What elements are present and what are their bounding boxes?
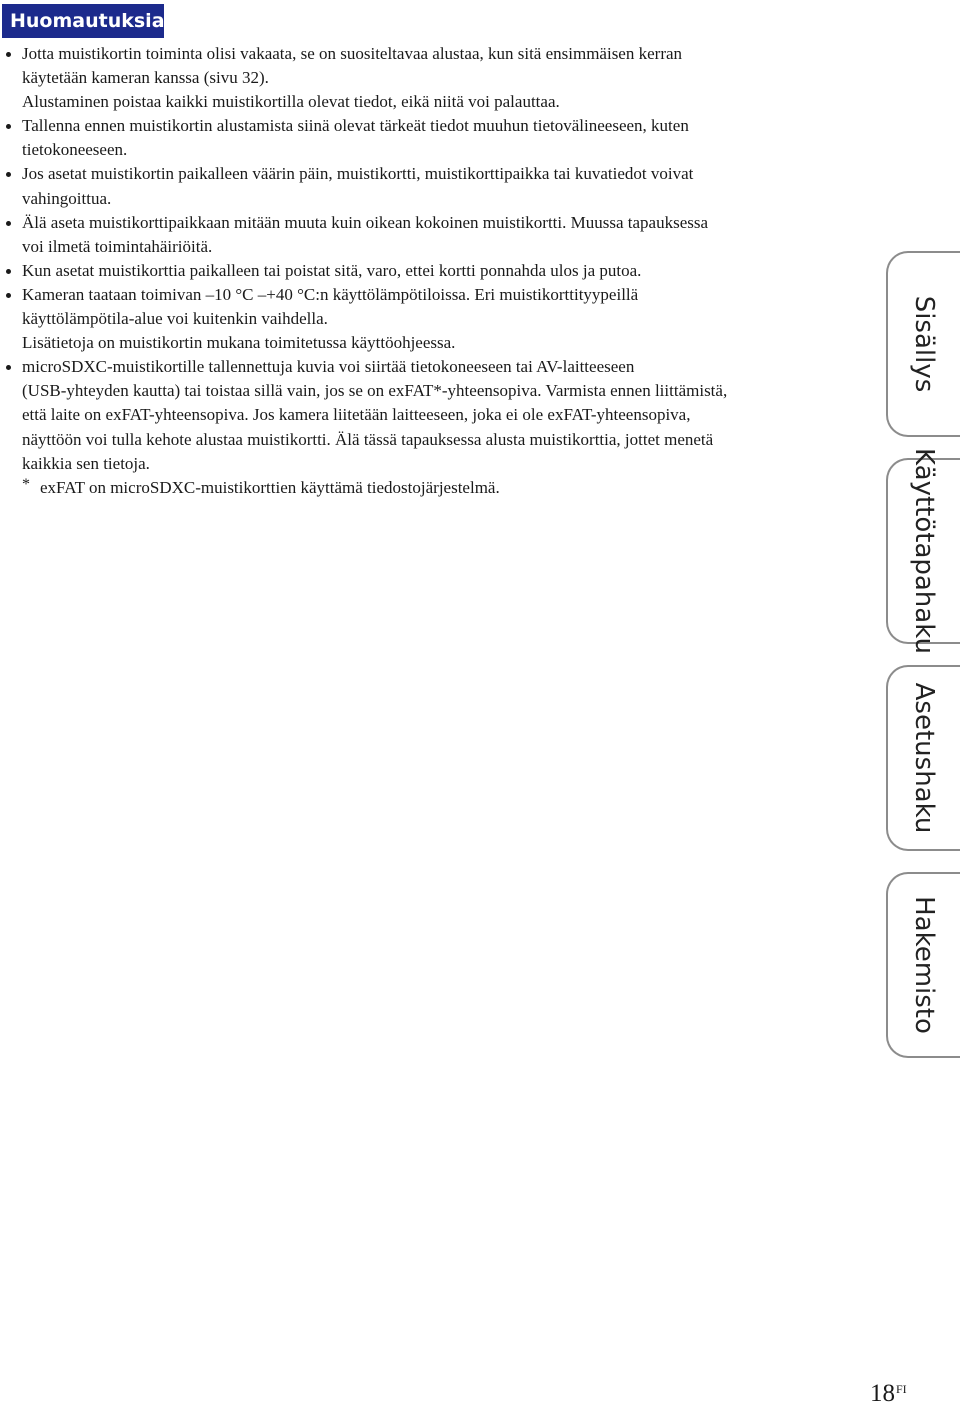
note-line: Kun asetat muistikorttia paikalleen tai poistat sitä, varo, ettei kortti ponnahda ulos ja putoa. — [22, 260, 642, 280]
list-item — [22, 283, 852, 355]
note-line: Jotta muistikortin toiminta olisi vakaata, se on suositeltavaa alustaa, kun sitä ensimmäisen kerran — [22, 44, 683, 63]
notes-list — [22, 42, 852, 500]
footnote-text: exFAT on microSDXC-muistikorttien käyttämä tiedostojärjestelmä. — [40, 477, 500, 497]
note-line: vahingoittua. — [22, 188, 112, 208]
list-item — [22, 114, 852, 162]
list-item — [22, 42, 852, 114]
tab-contents[interactable] — [886, 251, 960, 437]
note-line: voi ilmetä toimintahäiriöitä. — [22, 236, 213, 256]
note-line: että laite on exFAT-yhteensopiva. Jos kamera liitetään laitteeseen, joka ei ole exFAT-yhteensopiva, — [22, 405, 691, 425]
page-language-code: FI — [896, 1382, 907, 1396]
note-line: Kameran taataan toimivan –10 °C –+40 °C:n käyttölämpötiloissa. Eri muistikorttityypeillä — [22, 284, 639, 304]
list-item — [22, 211, 852, 259]
note-line: käyttölämpötila-alue voi kuitenkin vaihdella. — [22, 309, 328, 329]
note-line: käytetään kameran kanssa (sivu 32). — [22, 68, 269, 88]
note-line: kaikkia sen tietoja. — [22, 453, 150, 473]
section-heading: Huomautuksia — [2, 4, 164, 38]
note-line: (USB-yhteyden kautta) tai toistaa sillä vain, jos se on exFAT*-yhteensopiva. Varmista ennen liittämistä, — [22, 381, 728, 401]
tab-operation-search-label: Käyttötapahaku — [909, 448, 939, 654]
note-line: tietokoneeseen. — [22, 140, 128, 160]
tab-settings-search[interactable] — [886, 665, 960, 851]
list-item — [22, 355, 852, 475]
footnote — [22, 476, 852, 500]
tab-index-label: Hakemisto — [909, 896, 939, 1034]
note-line: Jos asetat muistikortin paikalleen väärin päin, muistikortti, muistikorttipaikka tai kuvatiedot voivat — [22, 164, 694, 184]
note-line: näyttöön voi tulla kehote alustaa muistikortti. Älä tässä tapauksessa alusta muistikorttia, jottet menetä — [22, 429, 714, 449]
note-line: Lisätietoja on muistikortin mukana toimitetussa käyttöohjeessa. — [22, 333, 456, 353]
note-line: Älä aseta muistikorttipaikkaan mitään muuta kuin oikean kokoinen muistikortti. Muussa tapauksessa — [22, 212, 709, 232]
list-item — [22, 162, 852, 210]
tab-operation-search[interactable] — [886, 448, 960, 654]
tab-index[interactable] — [886, 872, 960, 1058]
tab-contents-label: Sisällys — [909, 295, 939, 393]
note-line: Tallenna ennen muistikortin alustamista siinä olevat tärkeät tiedot muuhun tietovälineeseen, kuten — [22, 116, 689, 136]
footnote-marker: * — [22, 475, 30, 493]
page-number — [870, 1380, 907, 1408]
tab-settings-search-label: Asetushaku — [909, 682, 939, 834]
list-item — [22, 259, 852, 283]
note-line: microSDXC-muistikortille tallennettuja kuvia voi siirtää tietokoneeseen tai AV-laitteeseen — [22, 357, 635, 377]
note-line: Alustaminen poistaa kaikki muistikortilla olevat tiedot, eikä niitä voi palauttaa. — [22, 92, 560, 112]
page-number-value: 18 — [870, 1380, 895, 1407]
